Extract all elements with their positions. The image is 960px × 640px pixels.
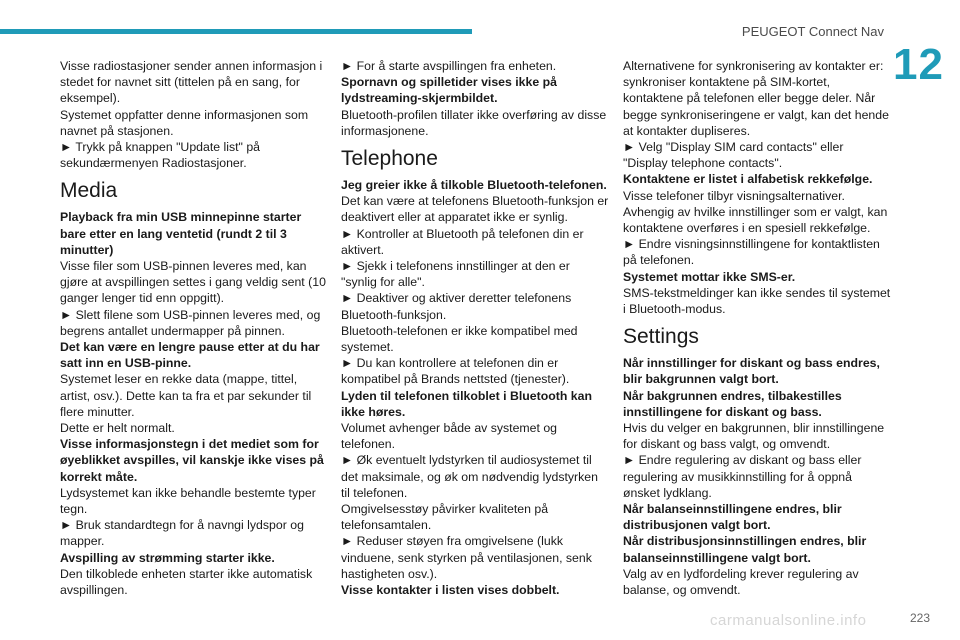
paragraph: Det kan være at telefonens Bluetooth-funksjon er deaktivert eller at apparatet ikke er synlig. <box>341 194 609 225</box>
paragraph: Alternativene for synkronisering av kontakter er: synkroniser kontaktene på SIM-kortet, kontaktene på telefonen eller begge deler. Når begge synkroniseringene er valgt, kan det hende at kontakter dupliseres. <box>623 59 889 138</box>
question-text: Når bakgrunnen endres, tilbakestilles innstillingene for diskant og bass. <box>623 388 842 419</box>
paragraph: Den tilkoblede enheten starter ikke automatisk avspillingen. <box>60 566 313 598</box>
column-2 <box>341 58 609 598</box>
paragraph: Bluetooth-profilen tillater ikke overføring av disse informasjonene. <box>341 107 607 138</box>
paragraph: Dette er helt normalt. <box>60 421 175 436</box>
paragraph: ► For å starte avspillingen fra enheten. <box>341 59 557 73</box>
paragraph: ► Endre visningsinnstillingene for kontaktlisten på telefonen. <box>623 237 880 268</box>
paragraph: ► Trykk på knappen "Update list" på sekundærmenyen Radiostasjoner. <box>60 140 260 171</box>
section-body <box>60 209 328 598</box>
question-text: Når balanseinnstillingene endres, blir distribusjonen valgt bort. <box>623 502 842 533</box>
question-text: Avspilling av strømming starter ikke. <box>60 550 275 565</box>
paragraph: Lydsystemet kan ikke behandle bestemte typer tegn. <box>60 485 316 517</box>
paragraph: ► Sjekk i telefonens innstillinger at den er "synlig for alle". <box>341 259 570 290</box>
question-text: Visse informasjonstegn i det mediet som for øyeblikket avspilles, vil kanskje ikke vises på korrekt måte. <box>60 437 324 484</box>
section-body <box>623 355 891 598</box>
paragraph: ► Slett filene som USB-pinnen leveres med, og begrens antallet undermapper på pinnen. <box>60 307 321 338</box>
question-text: Når distribusjonsinnstillingen endres, blir balanseinnstillingene valgt bort. <box>623 534 867 565</box>
paragraph: Volumet avhenger både av systemet og telefonen. <box>341 421 558 452</box>
question-text: Det kan være en lengre pause etter at du har satt inn en USB-pinne. <box>60 340 320 371</box>
header-title: PEUGEOT Connect Nav <box>741 24 884 39</box>
question-text: Jeg greier ikke å tilkoble Bluetooth-telefonen. <box>341 178 607 193</box>
paragraph: Visse telefoner tilbyr visningsalternativer. Avhengig av hvilke innstillinger som er valgt, kan kontaktene overføres i en spesiell rekkefølge. <box>623 188 888 236</box>
paragraph: SMS-tekstmeldinger kan ikke sendes til systemet i Bluetooth-modus. <box>623 285 891 317</box>
question-text: Kontaktene er listet i alfabetisk rekkefølge. <box>623 172 873 187</box>
question-text: Playback fra min USB minnepinne starter bare etter en lang ventetid (rundt 2 til 3 minutter) <box>60 210 302 257</box>
paragraph: ► Kontroller at Bluetooth på telefonen din er aktivert. <box>341 226 584 257</box>
section-body <box>341 58 609 139</box>
section-body <box>623 58 891 317</box>
section-body <box>341 177 609 598</box>
paragraph: ► Øk eventuelt lydstyrken til audiosystemet til det maksimale, og øk om nødvendig lydstyrken til telefonen. <box>341 453 598 500</box>
page-number: 223 <box>909 611 930 625</box>
paragraph: Visse filer som USB-pinnen leveres med, kan gjøre at avspillingen settes i gang veldig sent (10 ganger lenger tid enn oppgitt). <box>60 259 326 306</box>
column-3 <box>623 58 891 598</box>
paragraph: Systemet leser en rekke data (mappe, tittel, artist, osv.). Dette kan ta fra et par sekunder til flere minutter. <box>60 372 312 419</box>
question-text: Når innstillinger for diskant og bass endres, blir bakgrunnen valgt bort. <box>623 356 880 387</box>
section-heading-settings: Settings <box>623 325 699 349</box>
paragraph: ► Du kan kontrollere at telefonen din er kompatibel på Brands nettsted (tjenester). <box>341 356 570 387</box>
column-1 <box>60 58 328 598</box>
paragraph: ► Velg "Display SIM card contacts" eller "Display telephone contacts". <box>623 140 844 171</box>
header-accent-bar <box>0 29 472 34</box>
paragraph: ► Bruk standardtegn for å navngi lydspor og mapper. <box>60 518 304 549</box>
question-text: Systemet mottar ikke SMS-er. <box>623 269 796 284</box>
paragraph: Valg av en lydfordeling krever regulering av balanse, og omvendt. <box>623 566 859 598</box>
paragraph: Bluetooth-telefonen er ikke kompatibel med systemet. <box>341 323 578 355</box>
question-text: Visse kontakter i listen vises dobbelt. <box>341 583 560 598</box>
question-text: Spornavn og spilletider vises ikke på lydstreaming-skjermbildet. <box>341 75 557 106</box>
paragraph: ► Deaktiver og aktiver deretter telefonens Bluetooth-funksjon. <box>341 291 572 322</box>
paragraph: ► Endre regulering av diskant og bass eller regulering av musikkinnstilling for å oppnå ønsket lydklang. <box>623 453 862 500</box>
paragraph: Omgivelsesstøy påvirker kvaliteten på telefonsamtalen. <box>341 502 549 533</box>
paragraph: Systemet oppfatter denne informasjonen som navnet på stasjonen. <box>60 107 309 138</box>
section-heading-telephone: Telephone <box>341 147 438 171</box>
chapter-number: 12 <box>893 40 944 89</box>
paragraph: ► Reduser støyen fra omgivelsene (lukk vinduene, senk styrken på ventilasjonen, senk hastigheten osv.). <box>341 534 592 581</box>
paragraph: Hvis du velger en bakgrunnen, blir innstillingene for diskant og bass valgt, og omvendt. <box>623 421 885 452</box>
watermark: carmanualsonline.info <box>710 612 867 629</box>
question-text: Lyden til telefonen tilkoblet i Bluetooth kan ikke høres. <box>341 388 592 419</box>
paragraph: Visse radiostasjoner sender annen informasjon i stedet for navnet sitt (tittelen på en sang, for eksempel). <box>60 59 323 106</box>
section-heading-media: Media <box>60 179 118 203</box>
